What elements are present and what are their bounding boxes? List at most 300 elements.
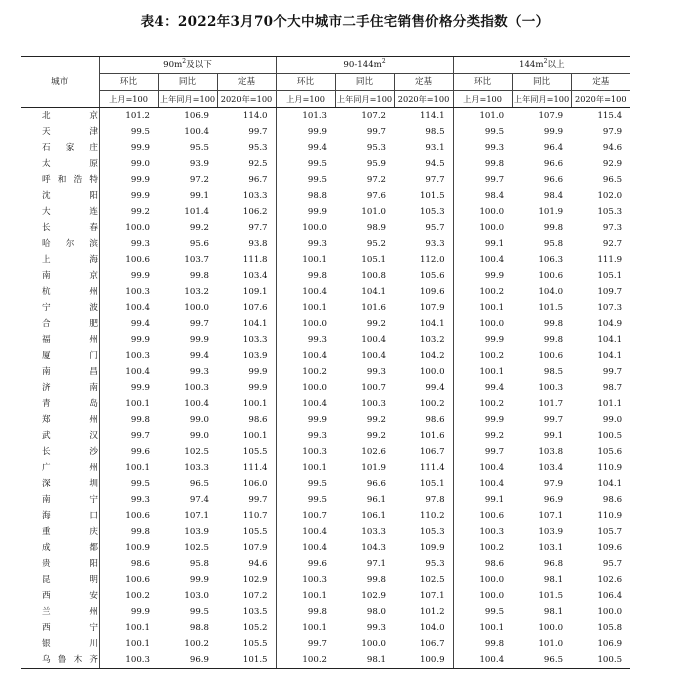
value-cell: 99.7 [248,127,268,137]
value-cell: 96.7 [248,175,268,185]
value-cell: 98.1 [335,652,394,669]
value-cell: 92.7 [602,239,623,249]
table-row [21,300,630,316]
value-cell: 98.8 [276,188,335,204]
value-cell: 102.9 [242,575,268,585]
value-cell: 99.9 [276,204,335,220]
value-cell: 99.9 [99,604,158,620]
city-name: 天津 [42,127,98,137]
value-cell: 100.4 [99,364,158,380]
city-name: 兰州 [42,607,98,617]
value-cell: 95.6 [189,239,209,249]
value-cell: 100.1 [453,364,512,380]
city-name: 银川 [42,639,98,649]
value-cell: 99.9 [276,124,335,140]
city-cell [21,396,99,412]
city-cell [21,268,99,284]
city-name: 乌鲁木齐 [42,655,98,665]
value-cell: 103.4 [242,271,268,281]
value-cell: 99.3 [276,332,335,348]
value-cell: 100.4 [276,284,335,300]
value-cell: 95.7 [602,559,623,569]
base-header-2020: 2020年=100 [394,91,453,108]
value-cell: 104.1 [597,479,623,489]
value-cell: 101.3 [276,108,335,125]
value-cell: 106.1 [361,511,387,521]
value-cell: 99.8 [99,524,158,540]
value-cell: 106.9 [597,639,623,649]
value-cell: 99.5 [276,476,335,492]
city-name: 郑州 [42,415,98,425]
table-row [21,156,630,172]
value-cell: 99.5 [189,607,209,617]
city-cell [21,524,99,540]
value-cell: 106.3 [538,255,564,265]
value-cell: 105.6 [597,447,623,457]
table-title: 表4：2022年3月70个大中城市二手住宅销售价格分类指数（一） [140,14,550,30]
value-cell: 111.4 [419,463,445,473]
value-cell: 99.0 [189,431,209,441]
table-row [21,124,630,140]
value-cell: 100.7 [276,508,335,524]
value-cell: 103.9 [184,527,209,537]
value-cell: 100.2 [453,348,512,364]
city-name: 长沙 [42,447,98,457]
value-cell: 100.2 [419,399,445,409]
value-cell: 103.5 [242,607,268,617]
table-row [21,268,630,284]
value-cell: 100.3 [99,348,158,364]
value-cell: 98.8 [189,623,209,633]
base-header-last-year: 上年同月=100 [158,91,217,108]
city-column-header: 城市 [21,57,99,108]
value-cell: 110.7 [242,511,268,521]
value-cell: 96.6 [543,159,564,169]
value-cell: 109.6 [597,543,623,553]
value-cell: 104.1 [597,351,623,361]
sub-header-yoy: 同比 [158,74,217,91]
group-header-small: $90m^2$及以下 [99,57,276,74]
value-cell: 102.9 [361,591,387,601]
value-cell: 98.1 [543,575,564,585]
value-cell: 109.1 [242,287,268,297]
city-name: 海口 [42,511,98,521]
value-cell: 100.0 [597,607,623,617]
value-cell: 100.4 [361,335,387,345]
value-cell: 104.0 [419,623,445,633]
value-cell: 98.9 [366,223,387,233]
table-row [21,252,630,268]
value-cell: 99.9 [543,127,564,137]
value-cell: 94.6 [248,559,268,569]
value-cell: 106.7 [419,447,445,457]
value-cell: 99.9 [248,383,268,393]
value-cell: 100.1 [99,620,158,636]
value-cell: 104.3 [361,543,387,553]
value-cell: 100.0 [361,639,387,649]
value-cell: 101.6 [419,431,445,441]
value-cell: 105.5 [242,639,268,649]
value-cell: 98.6 [99,556,158,572]
value-cell: 101.5 [538,303,564,313]
city-name: 武汉 [42,431,98,441]
city-cell [21,316,99,332]
city-cell [21,140,99,156]
value-cell: 103.7 [184,255,209,265]
value-cell: 100.4 [276,396,335,412]
value-cell: 110.9 [597,511,623,521]
value-cell: 99.8 [543,223,564,233]
value-cell: 106.2 [242,207,268,217]
value-cell: 99.8 [99,412,158,428]
value-cell: 98.6 [453,556,512,572]
value-cell: 109.6 [419,287,445,297]
city-cell [21,108,99,125]
value-cell: 100.1 [99,636,158,652]
city-name: 呼和浩特 [42,175,98,185]
value-cell: 104.1 [597,335,623,345]
value-cell: 105.7 [597,527,623,537]
base-header-last-year: 上年同月=100 [335,91,394,108]
value-cell: 103.4 [538,463,564,473]
value-cell: 96.8 [543,559,564,569]
value-cell: 99.8 [276,604,335,620]
value-cell: 105.3 [419,207,445,217]
value-cell: 100.0 [453,204,512,220]
city-cell [21,332,99,348]
value-cell: 99.3 [366,367,387,377]
value-cell: 99.2 [366,319,387,329]
value-cell: 100.0 [276,220,335,236]
city-cell [21,620,99,636]
value-cell: 99.8 [543,319,564,329]
value-cell: 97.1 [366,559,387,569]
value-cell: 100.4 [276,348,335,364]
value-cell: 99.9 [99,188,158,204]
value-cell: 99.9 [99,332,158,348]
value-cell: 101.0 [538,639,564,649]
city-name: 哈尔滨 [42,239,98,249]
value-cell: 100.4 [276,540,335,556]
value-cell: 99.8 [189,271,209,281]
value-cell: 102.6 [361,447,387,457]
value-cell: 101.5 [419,191,445,201]
value-cell: 92.9 [602,159,623,169]
value-cell: 104.1 [419,319,445,329]
city-cell [21,604,99,620]
value-cell: 98.6 [602,495,623,505]
value-cell: 100.2 [276,364,335,380]
value-cell: 99.0 [189,415,209,425]
value-cell: 99.3 [99,492,158,508]
value-cell: 99.1 [543,431,564,441]
value-cell: 105.8 [597,623,623,633]
value-cell: 99.9 [99,380,158,396]
base-header-last-month: 上月=100 [453,91,512,108]
value-cell: 100.4 [276,524,335,540]
table-row [21,140,630,156]
value-cell: 97.4 [189,495,209,505]
city-cell [21,364,99,380]
city-cell [21,460,99,476]
value-cell: 103.3 [184,463,209,473]
city-name: 深圳 [42,479,98,489]
city-cell [21,444,99,460]
table-row [21,604,630,620]
value-cell: 100.1 [453,300,512,316]
value-cell: 107.2 [361,111,387,121]
value-cell: 111.8 [242,255,268,265]
value-cell: 93.1 [425,143,445,153]
value-cell: 102.0 [597,191,623,201]
city-cell [21,188,99,204]
value-cell: 100.1 [99,396,158,412]
value-cell: 100.8 [361,271,387,281]
value-cell: 92.5 [248,159,268,169]
value-cell: 99.5 [276,172,335,188]
value-cell: 114.1 [419,111,445,121]
value-cell: 99.7 [189,319,209,329]
value-cell: 99.5 [99,476,158,492]
value-cell: 99.5 [276,492,335,508]
value-cell: 100.9 [99,540,158,556]
value-cell: 103.2 [419,335,445,345]
group-header-medium: $90-144m^2$ [276,57,453,74]
value-cell: 100.1 [276,252,335,268]
value-cell: 100.6 [99,508,158,524]
value-cell: 100.6 [538,271,564,281]
city-name: 太原 [42,159,98,169]
city-cell [21,476,99,492]
value-cell: 98.0 [366,607,387,617]
table-row [21,172,630,188]
value-cell: 106.4 [597,591,623,601]
value-cell: 97.8 [425,495,445,505]
city-cell [21,588,99,604]
value-cell: 100.1 [242,431,268,441]
value-cell: 98.4 [543,191,564,201]
value-cell: 99.4 [276,140,335,156]
value-cell: 99.5 [453,604,512,620]
value-cell: 99.7 [366,127,387,137]
value-cell: 100.4 [184,399,209,409]
value-cell: 101.4 [184,207,209,217]
value-cell: 99.7 [453,172,512,188]
city-name: 长春 [42,223,98,233]
city-name: 青岛 [42,399,98,409]
value-cell: 98.4 [453,188,512,204]
value-cell: 107.1 [538,511,564,521]
value-cell: 103.8 [538,447,564,457]
city-name: 南宁 [42,495,98,505]
value-cell: 99.2 [366,431,387,441]
value-cell: 105.3 [419,527,445,537]
value-cell: 99.0 [602,415,623,425]
value-cell: 96.1 [366,495,387,505]
value-cell: 100.0 [453,220,512,236]
value-cell: 99.6 [276,556,335,572]
value-cell: 94.6 [602,143,623,153]
table-row [21,220,630,236]
value-cell: 99.5 [453,124,512,140]
value-cell: 100.0 [453,588,512,604]
value-cell: 115.4 [597,111,623,121]
value-cell: 99.7 [602,367,623,377]
value-cell: 96.5 [512,652,571,669]
value-cell: 107.3 [597,303,623,313]
table-row [21,380,630,396]
table-row [21,396,630,412]
city-name: 沈阳 [42,191,98,201]
value-cell: 105.1 [419,479,445,489]
base-header-last-month: 上月=100 [99,91,158,108]
table-row [21,556,630,572]
value-cell: 100.3 [538,383,564,393]
value-cell: 100.5 [571,652,630,669]
value-cell: 96.6 [366,479,387,489]
city-cell [21,236,99,252]
table-row [21,332,630,348]
city-cell [21,540,99,556]
value-cell: 100.6 [99,572,158,588]
value-cell: 100.2 [453,284,512,300]
value-cell: 99.9 [453,412,512,428]
value-cell: 100.4 [453,460,512,476]
value-cell: 99.6 [99,444,158,460]
base-header-last-month: 上月=100 [276,91,335,108]
value-cell: 102.6 [597,575,623,585]
value-cell: 99.1 [453,236,512,252]
city-cell [21,412,99,428]
city-name: 贵阳 [42,559,98,569]
value-cell: 94.5 [425,159,445,169]
value-cell: 100.0 [276,380,335,396]
city-name: 广州 [42,463,98,473]
value-cell: 104.0 [538,287,564,297]
value-cell: 100.3 [276,444,335,460]
value-cell: 98.6 [425,415,445,425]
value-cell: 100.1 [276,300,335,316]
value-cell: 99.9 [99,268,158,284]
value-cell: 100.3 [453,524,512,540]
value-cell: 99.2 [453,428,512,444]
value-cell: 99.2 [99,204,158,220]
table-row [21,284,630,300]
value-cell: 100.2 [184,639,209,649]
city-name: 福州 [42,335,98,345]
sub-header-yoy: 同比 [512,74,571,91]
value-cell: 107.2 [242,591,268,601]
city-name: 上海 [42,255,98,265]
value-cell: 100.3 [99,284,158,300]
value-cell: 93.3 [425,239,445,249]
value-cell: 95.8 [543,239,564,249]
table-row [21,204,630,220]
value-cell: 93.8 [248,239,268,249]
value-cell: 99.3 [453,140,512,156]
value-cell: 99.4 [453,380,512,396]
city-name: 西安 [42,591,98,601]
city-cell [21,300,99,316]
table-body [21,108,630,669]
value-cell: 106.0 [242,479,268,489]
value-cell: 97.2 [189,175,209,185]
value-cell: 110.9 [597,463,623,473]
value-cell: 95.7 [425,223,445,233]
value-cell: 95.3 [366,143,387,153]
city-name: 西宁 [42,623,98,633]
value-cell: 100.4 [453,252,512,268]
value-cell: 100.0 [419,367,445,377]
value-cell: 98.5 [425,127,445,137]
city-name: 昆明 [42,575,98,585]
value-cell: 99.3 [366,623,387,633]
table-row [21,364,630,380]
value-cell: 99.3 [276,428,335,444]
value-cell: 100.2 [99,588,158,604]
value-cell: 110.2 [419,511,445,521]
value-cell: 101.0 [361,207,387,217]
value-cell: 101.7 [538,399,564,409]
value-cell: 99.5 [99,124,158,140]
value-cell: 100.4 [453,652,512,669]
value-cell: 99.1 [189,191,209,201]
value-cell: 111.4 [242,463,268,473]
value-cell: 99.8 [453,636,512,652]
table-row [21,444,630,460]
value-cell: 99.7 [99,428,158,444]
value-cell: 99.7 [248,495,268,505]
table-row [21,476,630,492]
value-cell: 98.5 [543,367,564,377]
value-cell: 101.2 [99,108,158,125]
city-cell [21,556,99,572]
value-cell: 96.5 [602,175,623,185]
value-cell: 95.2 [366,239,387,249]
value-cell: 100.3 [361,399,387,409]
value-cell: 99.7 [453,444,512,460]
value-cell: 100.6 [99,252,158,268]
city-name: 杭州 [42,287,98,297]
value-cell: 100.0 [453,572,512,588]
value-cell: 97.7 [248,223,268,233]
table-row [21,588,630,604]
sub-header-fixed: 定基 [394,74,453,91]
value-cell: 98.1 [543,607,564,617]
value-cell: 97.9 [602,127,623,137]
value-cell: 100.0 [453,316,512,332]
value-cell: 100.4 [184,127,209,137]
value-cell: 112.0 [419,255,445,265]
value-cell: 99.9 [248,367,268,377]
value-cell: 106.7 [419,639,445,649]
value-cell: 101.0 [453,108,512,125]
value-cell: 99.8 [276,268,335,284]
value-cell: 99.9 [453,268,512,284]
value-cell: 99.3 [99,236,158,252]
value-cell: 99.7 [543,415,564,425]
value-cell: 100.3 [276,572,335,588]
city-name: 济南 [42,383,98,393]
value-cell: 104.1 [242,319,268,329]
value-cell: 100.4 [99,300,158,316]
value-cell: 97.7 [425,175,445,185]
value-cell: 114.0 [242,111,268,121]
value-cell: 105.5 [242,527,268,537]
value-cell: 100.0 [99,220,158,236]
table-row [21,188,630,204]
table-row [21,428,630,444]
